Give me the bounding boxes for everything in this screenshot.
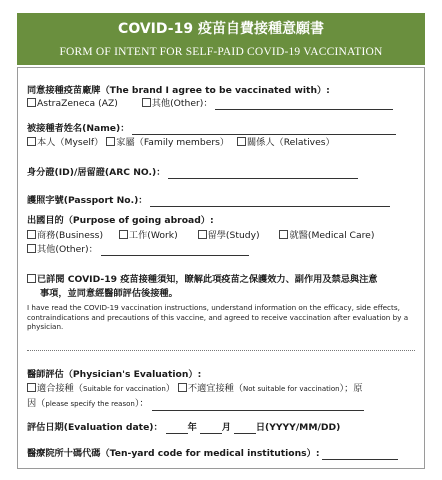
checkbox-suitable[interactable]	[27, 383, 36, 392]
id-row	[27, 166, 358, 179]
eval-date-row	[27, 421, 340, 434]
physician-options: 適合接種（Suitable for vaccination） 不適宜接種（Not suitable for vaccination）；原	[27, 382, 363, 396]
checkbox-medical[interactable]	[279, 230, 288, 239]
institution-code-label: 醫療院所十碼代碼（Ten-yard code for medical institutions）:	[27, 448, 320, 459]
form-body	[17, 67, 425, 469]
physician-opt-not-suitable-zh: 不適宜接種（	[187, 383, 244, 394]
name-field[interactable]	[132, 124, 396, 135]
eval-day-unit: 日(YYYY/MM/DD)	[255, 422, 341, 433]
institution-code-field[interactable]	[322, 449, 398, 460]
name-opt-family: 家屬（Family members）	[116, 137, 230, 148]
checkbox-myself[interactable]	[27, 137, 36, 146]
purpose-opt-work: 工作(Work)	[128, 230, 178, 241]
name-opt-relatives: 關係人（Relatives）	[246, 137, 335, 148]
eval-month-field[interactable]	[200, 423, 222, 434]
brand-label: 同意接種疫苗廠牌（The brand I agree to be vaccinated with）:	[27, 85, 330, 96]
brand-other-field[interactable]	[215, 99, 393, 110]
purpose-label: 出國目的（Purpose of going abroad）:	[27, 215, 214, 226]
purpose-options-2	[27, 243, 249, 256]
consent-text-1: 已詳閱 COVID-19 疫苗接種須知，瞭解此項疫苗之保護效力、副作用及禁忌與注意	[37, 274, 378, 285]
purpose-other-field[interactable]	[101, 245, 249, 256]
brand-opt-az: AstraZeneca (AZ)	[37, 98, 118, 109]
name-opt-myself: 本人（Myself）	[37, 137, 104, 148]
reason-row	[27, 397, 364, 411]
checkbox-consent[interactable]	[27, 274, 36, 283]
checkbox-work[interactable]	[119, 230, 128, 239]
purpose-opt-other: 其他(Other)：	[37, 244, 98, 255]
checkbox-not-suitable[interactable]	[178, 383, 187, 392]
name-label: 被接種者姓名(Name)：	[27, 123, 130, 134]
purpose-options-1	[27, 229, 374, 242]
eval-month-unit: 月	[221, 422, 231, 433]
physician-label: 醫師評估（Physician's Evaluation）:	[27, 369, 202, 380]
reason-field[interactable]	[152, 400, 364, 411]
checkbox-brand-other[interactable]	[142, 98, 151, 107]
checkbox-study[interactable]	[198, 230, 207, 239]
reason-label-zh: 因（	[27, 398, 46, 409]
physician-opt-not-suitable-en: Not suitable for vaccination	[243, 385, 340, 393]
checkbox-relatives[interactable]	[237, 137, 246, 146]
physician-opt-suitable-zh: 適合接種（	[37, 383, 83, 394]
checkbox-purpose-other[interactable]	[27, 244, 36, 253]
id-field[interactable]	[168, 168, 358, 179]
signature-dotted-line[interactable]	[27, 350, 415, 351]
form-header	[17, 13, 425, 65]
purpose-opt-business: 商務(Business)	[37, 230, 104, 241]
brand-opt-other: 其他(Other)：	[151, 98, 213, 109]
reason-label-end: ）：	[134, 398, 149, 409]
consent-english: I have read the COVID-19 vaccination instructions, understand information on the efficacy, side effects, contraindications and precautions of this vaccine, and agreed to receive vaccination after evaluation by a physician.	[27, 303, 409, 332]
checkbox-az[interactable]	[27, 98, 36, 107]
form-title-zh: COVID-19 疫苗自費接種意願書	[118, 21, 324, 37]
physician-opt-suitable-en: Suitable for vaccination	[82, 385, 166, 393]
brand-options	[27, 97, 393, 110]
name-options	[27, 136, 335, 149]
eval-date-label: 評估日期(Evaluation date)：	[27, 422, 163, 433]
passport-field[interactable]	[150, 196, 390, 207]
checkbox-family[interactable]	[106, 137, 115, 146]
purpose-opt-study: 留學(Study)	[207, 230, 260, 241]
name-label-row	[27, 122, 396, 135]
consent-line-1	[27, 273, 377, 286]
form-title-en: FORM OF INTENT FOR SELF-PAID COVID-19 VACCINATION	[59, 46, 383, 58]
reason-prefix: ）；原	[339, 383, 363, 394]
reason-label-en: please specify the reason	[45, 400, 135, 408]
institution-code-row	[27, 447, 398, 460]
eval-year-field[interactable]	[166, 423, 188, 434]
consent-line-2	[40, 287, 178, 300]
eval-year-unit: 年	[187, 422, 197, 433]
purpose-opt-medical: 就醫(Medical Care)	[289, 230, 375, 241]
checkbox-business[interactable]	[27, 230, 36, 239]
eval-day-field[interactable]	[234, 423, 256, 434]
consent-text-2: 事項，並同意經醫師評估後接種。	[40, 288, 178, 299]
id-label: 身分證(ID)/居留證(ARC NO.)：	[27, 167, 166, 178]
passport-label: 護照字號(Passport No.)：	[27, 195, 148, 206]
passport-row	[27, 194, 390, 207]
